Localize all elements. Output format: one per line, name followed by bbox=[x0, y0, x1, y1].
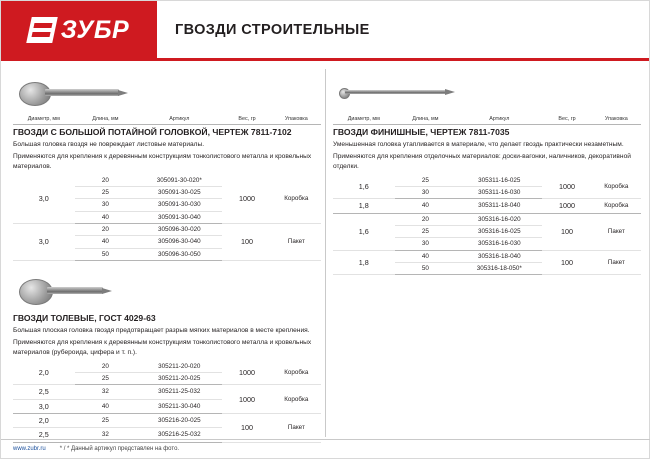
cell-length: 30 bbox=[395, 238, 457, 250]
table-row bbox=[13, 413, 321, 427]
spec-table-1-body bbox=[13, 174, 321, 261]
nail-illustration-roofing bbox=[13, 267, 321, 311]
cell-diameter: 2,5 bbox=[13, 385, 75, 399]
cell-pack: Коробка bbox=[272, 174, 321, 223]
product-description-line-1: Большая головка гвоздя не повреждает листовые материалы. bbox=[13, 140, 205, 148]
cell-article: 305311-18-040 bbox=[456, 199, 542, 213]
cell-weight: 1000 bbox=[222, 385, 271, 414]
cell-pack: Пакет bbox=[272, 413, 321, 442]
cell-article: 305211-20-020 bbox=[136, 360, 222, 372]
col-diameter: Диаметр, мм bbox=[333, 115, 395, 125]
col-weight: Вес, гр bbox=[542, 115, 591, 125]
product-title: ГВОЗДИ ТОЛЕВЫЕ, ГОСТ 4029-63 bbox=[13, 313, 156, 323]
cell-article: 305091-30-030 bbox=[136, 199, 222, 211]
col-length: Длина, мм bbox=[395, 115, 457, 125]
cell-weight: 100 bbox=[222, 223, 271, 260]
cell-weight: 100 bbox=[542, 213, 591, 250]
cell-pack: Коробка bbox=[592, 199, 641, 213]
cell-length: 50 bbox=[75, 248, 137, 260]
cell-article: 305211-25-032 bbox=[136, 385, 222, 399]
brand-logo bbox=[1, 1, 157, 59]
cell-diameter: 2,5 bbox=[13, 428, 75, 442]
cell-length: 25 bbox=[75, 413, 137, 427]
cell-length: 32 bbox=[75, 428, 137, 442]
product-description bbox=[13, 140, 313, 172]
col-weight: Вес, гр bbox=[222, 115, 271, 125]
product-title: ГВОЗДИ С БОЛЬШОЙ ПОТАЙНОЙ ГОЛОВКОЙ, ЧЕРТЕЖ 7811-7102 bbox=[13, 127, 292, 137]
col-diameter: Диаметр, мм bbox=[13, 115, 75, 125]
cell-length: 25 bbox=[75, 372, 137, 384]
cell-article: 305096-30-040 bbox=[136, 236, 222, 248]
page-footer bbox=[1, 439, 650, 458]
cell-article: 305216-20-025 bbox=[136, 413, 222, 427]
table-row bbox=[333, 213, 641, 225]
cell-article: 305096-30-050 bbox=[136, 248, 222, 260]
table-row bbox=[333, 174, 641, 186]
cell-diameter: 2,0 bbox=[13, 360, 75, 384]
cell-diameter: 1,6 bbox=[333, 213, 395, 250]
cell-diameter: 1,8 bbox=[333, 250, 395, 275]
cell-weight: 1000 bbox=[222, 360, 271, 384]
footnote: * / * Данный артикул представлен на фото. bbox=[59, 446, 180, 452]
cell-pack: Пакет bbox=[592, 250, 641, 275]
cell-article: 305211-20-025 bbox=[136, 372, 222, 384]
cell-length: 20 bbox=[75, 174, 137, 186]
cell-pack: Коробка bbox=[272, 360, 321, 384]
column-divider bbox=[325, 69, 326, 437]
cell-length: 40 bbox=[395, 250, 457, 262]
cell-article: 305316-18-040 bbox=[456, 250, 542, 262]
cell-article: 305316-16-030 bbox=[456, 238, 542, 250]
header-title-area bbox=[157, 1, 649, 59]
cell-diameter: 3,0 bbox=[13, 223, 75, 260]
product-description-line-2: Применяются для крепления отделочных материалов: доски-вагонки, наличников, декоративной отделки. bbox=[333, 153, 631, 170]
cell-weight: 1000 bbox=[542, 199, 591, 213]
left-column bbox=[13, 69, 321, 443]
cell-length: 20 bbox=[75, 223, 137, 235]
cell-length: 40 bbox=[395, 199, 457, 213]
product-block-bolshaya-potaynaya-golovka bbox=[13, 69, 321, 261]
cell-pack: Пакет bbox=[272, 223, 321, 260]
cell-length: 30 bbox=[395, 186, 457, 198]
spec-table-3 bbox=[333, 174, 641, 275]
cell-article: 305316-16-025 bbox=[456, 225, 542, 237]
cell-length: 20 bbox=[395, 213, 457, 225]
cell-article: 305091-30-020* bbox=[136, 174, 222, 186]
brand-name: ЗУБР bbox=[60, 15, 130, 44]
header-divider bbox=[1, 58, 649, 61]
col-article: Артикул bbox=[456, 115, 542, 125]
zubr-arrow-icon bbox=[26, 17, 58, 43]
product-description-line-1: Большая плоская головка гвоздя предотвращает разрыв мягких материалов в месте крепления. bbox=[13, 326, 310, 334]
cell-article: 305211-30-040 bbox=[136, 399, 222, 413]
cell-article: 305311-16-030 bbox=[456, 186, 542, 198]
cell-pack: Коробка bbox=[592, 174, 641, 198]
spec-table-3-header bbox=[333, 115, 641, 125]
page-title: ГВОЗДИ СТРОИТЕЛЬНЫЕ bbox=[175, 22, 370, 38]
cell-length: 25 bbox=[75, 186, 137, 198]
cell-length: 25 bbox=[395, 174, 457, 186]
cell-length: 50 bbox=[395, 263, 457, 275]
table-row bbox=[333, 250, 641, 262]
product-description bbox=[333, 140, 633, 172]
col-pack: Упаковка bbox=[272, 115, 321, 125]
cell-weight: 100 bbox=[222, 413, 271, 442]
cell-length: 32 bbox=[75, 385, 137, 399]
spec-table-2 bbox=[13, 360, 321, 442]
table-row bbox=[13, 174, 321, 186]
cell-diameter: 2,0 bbox=[13, 413, 75, 427]
product-description-line-2: Применяются для крепления к деревянным конструкциям тонколистового металла и кровельных материалов (рубероида, цифера и т. п.). bbox=[13, 339, 312, 356]
cell-length: 40 bbox=[75, 211, 137, 223]
cell-diameter: 1,8 bbox=[333, 199, 395, 213]
cell-diameter: 1,6 bbox=[333, 174, 395, 198]
col-article: Артикул bbox=[136, 115, 222, 125]
cell-length: 25 bbox=[395, 225, 457, 237]
cell-pack: Коробка bbox=[272, 385, 321, 414]
cell-article: 305311-16-025 bbox=[456, 174, 542, 186]
cell-diameter: 3,0 bbox=[13, 399, 75, 413]
cell-length: 30 bbox=[75, 199, 137, 211]
cell-pack: Пакет bbox=[592, 213, 641, 250]
cell-length: 40 bbox=[75, 399, 137, 413]
cell-diameter: 3,0 bbox=[13, 174, 75, 223]
col-length: Длина, мм bbox=[75, 115, 137, 125]
cell-weight: 1000 bbox=[222, 174, 271, 223]
table-header-row bbox=[333, 115, 641, 125]
cell-article: 305091-30-025 bbox=[136, 186, 222, 198]
table-row bbox=[13, 360, 321, 372]
table-row bbox=[13, 223, 321, 235]
product-description-line-1: Уменьшенная головка утапливается в материале, что делает гвоздь практически незаметным. bbox=[333, 140, 624, 148]
cell-weight: 1000 bbox=[542, 174, 591, 198]
page-header bbox=[1, 1, 649, 59]
product-title: ГВОЗДИ ФИНИШНЫЕ, ЧЕРТЕЖ 7811-7035 bbox=[333, 127, 510, 137]
website-link[interactable]: www.zubr.ru bbox=[13, 446, 46, 452]
col-pack: Упаковка bbox=[592, 115, 641, 125]
cell-article: 305091-30-040 bbox=[136, 211, 222, 223]
cell-article: 305096-30-020 bbox=[136, 223, 222, 235]
product-block-tolevye bbox=[13, 267, 321, 443]
cell-length: 40 bbox=[75, 236, 137, 248]
table-row bbox=[333, 199, 641, 213]
table-row bbox=[13, 385, 321, 399]
cell-weight: 100 bbox=[542, 250, 591, 275]
cell-article: 305316-18-050* bbox=[456, 263, 542, 275]
nail-illustration-finishing bbox=[333, 69, 641, 113]
product-description-line-2: Применяются для крепления к деревянным конструкциям тонколистового металла и кровельных материалов. bbox=[13, 153, 312, 170]
nail-illustration-large-head bbox=[13, 69, 321, 113]
cell-length: 20 bbox=[75, 360, 137, 372]
table-header-row bbox=[13, 115, 321, 125]
cell-article: 305316-16-020 bbox=[456, 213, 542, 225]
right-column bbox=[333, 69, 641, 275]
cell-article: 305216-25-032 bbox=[136, 428, 222, 442]
product-description bbox=[13, 326, 313, 358]
product-block-finishnye bbox=[333, 69, 641, 275]
spec-table-1 bbox=[13, 115, 321, 125]
